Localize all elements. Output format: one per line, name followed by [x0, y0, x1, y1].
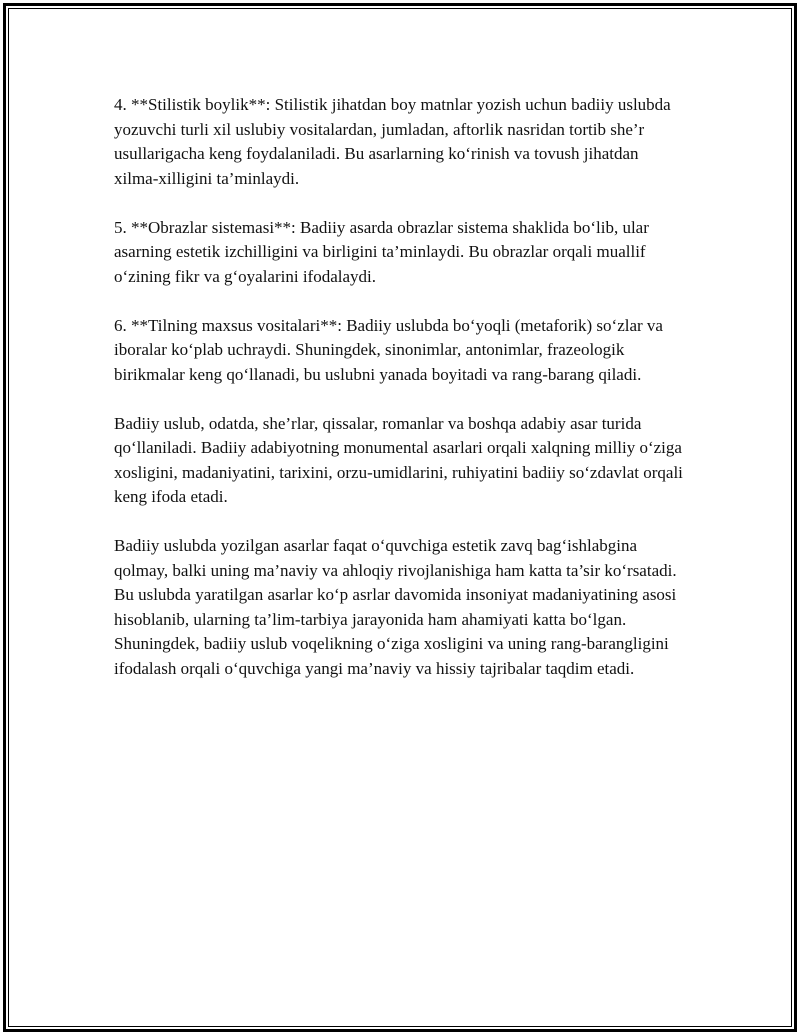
paragraph-stilistik-boylik: 4. **Stilistik boylik**: Stilistik jihatdan boy matnlar yozish uchun badiiy uslubda yozuvchi turli xil uslubiy vositalardan, jumladan, aftorlik nasridan tortib she’r usullarigacha keng foydalaniladi. Bu asarlarning ko‘rinish va tovush jihatdan xilma-xilligini ta’minlaydi.: [114, 95, 671, 188]
paragraph-badiiy-uslub-qollanilishi: Badiiy uslub, odatda, she’rlar, qissalar, romanlar va boshqa adabiy asar turida qo‘llaniladi. Badiiy adabiyotning monumental asarlari orqali xalqning milliy o‘ziga xosligini, madaniyatini, tarixini, orzu-umidlarini, ruhiyatini badiiy so‘zdavlat orqali keng ifoda etadi.: [114, 413, 683, 506]
paragraph-badiiy-uslub-tasiri: Badiiy uslubda yozilgan asarlar faqat o‘quvchiga estetik zavq bag‘ishlabgina qolmay, balki uning ma’naviy va ahloqiy rivojlanishiga ham katta ta’sir ko‘rsatadi. Bu uslubda yaratilgan asarlar ko‘p asrlar davomida insoniyat madaniyatining asosi hisoblanib, ularning ta’lim-tarbiya jarayonida ham ahamiyati katta bo‘lgan. Shuningdek, badiiy uslub voqelikning o‘ziga xosligini va uning rang-barangligini ifodalash orqali o‘quvchiga yangi ma’naviy va hissiy tajribalar taqdim etadi.: [114, 536, 677, 678]
document-body: [114, 93, 686, 706]
paragraph-obrazlar-sistemasi: 5. **Obrazlar sistemasi**: Badiiy asarda obrazlar sistema shaklida bo‘lib, ular asarning estetik izchilligini va birligini ta’minlaydi. Bu obrazlar orqali muallif o‘zining fikr va g‘oyalarini ifodalaydi.: [114, 217, 649, 286]
paragraph-tilning-maxsus-vositalari: 6. **Tilning maxsus vositalari**: Badiiy uslubda bo‘yoqli (metaforik) so‘zlar va iboralar ko‘plab uchraydi. Shuningdek, sinonimlar, antonimlar, frazeologik birikmalar keng qo‘llanadi, bu uslubni yanada boyitadi va rang-barang qiladi.: [114, 315, 663, 384]
